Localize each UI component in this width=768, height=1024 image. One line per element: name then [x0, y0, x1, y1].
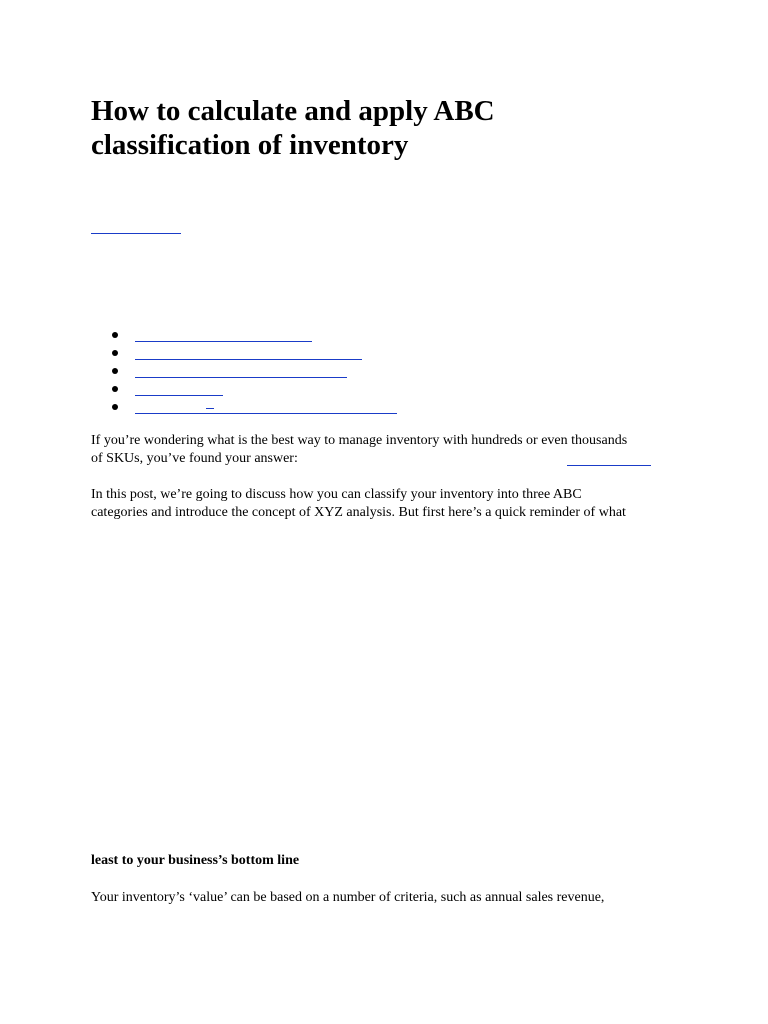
value-line-1: Your inventory’s ‘value’ can be based on a number of criteria, such as annual sales revenue,	[91, 890, 605, 905]
toc-link-5[interactable]	[135, 413, 397, 414]
intro-line-2: of SKUs, you’ve found your answer:	[91, 451, 298, 466]
article-title	[91, 94, 651, 162]
value-paragraph	[91, 889, 691, 907]
bullet-icon	[112, 332, 118, 338]
bullet-icon	[112, 386, 118, 392]
intro-paragraph	[91, 432, 691, 468]
bullet-icon	[112, 350, 118, 356]
overview-line-1: In this post, we’re going to discuss how you can classify your inventory into three ABC	[91, 487, 582, 502]
section-subheading: least to your business’s bottom line	[91, 853, 300, 868]
intro-line-1: If you’re wondering what is the best way to manage inventory with hundreds or even thousands	[91, 433, 628, 448]
article-title-line-2: classification of inventory	[91, 129, 409, 161]
toc-link-5-dash[interactable]	[206, 408, 214, 409]
bullet-icon	[112, 368, 118, 374]
overview-line-2: categories and introduce the concept of XYZ analysis. But first here’s a quick reminder of what	[91, 505, 626, 520]
answer-link-underline[interactable]	[567, 465, 651, 466]
overview-paragraph	[91, 486, 691, 522]
bullet-icon	[112, 404, 118, 410]
toc-link-2[interactable]	[135, 359, 362, 360]
toc-link-4[interactable]	[135, 395, 223, 396]
author-link-underline[interactable]	[91, 233, 181, 234]
toc-link-1[interactable]	[135, 341, 312, 342]
article-title-line-1: How to calculate and apply ABC	[91, 95, 495, 127]
toc-link-3[interactable]	[135, 377, 347, 378]
